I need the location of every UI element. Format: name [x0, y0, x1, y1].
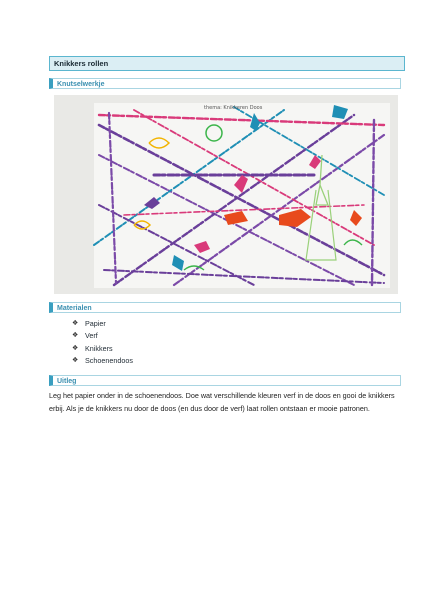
artwork-drawing	[54, 95, 398, 294]
section-heading-uitleg: Uitleg	[49, 375, 401, 386]
list-item: ❖ Schoenendoos	[72, 355, 133, 367]
marble-painting-photo	[54, 95, 398, 294]
diamond-cross-bullet-icon: ❖	[72, 332, 79, 340]
materials-list	[72, 318, 133, 367]
diamond-cross-bullet-icon: ❖	[72, 356, 79, 364]
page-title: Knikkers rollen	[49, 56, 405, 71]
diamond-cross-bullet-icon: ❖	[72, 320, 79, 327]
section-heading-knutselwerkje: Knutselwerkje	[49, 78, 401, 89]
section-heading-materialen: Materialen	[49, 302, 401, 313]
explanation-paragraph: Leg het papier onder in de schoenendoos. Doe wat verschillende kleuren verf in de doos en gooi de knikkers erbij. Als je de knikkers nu door de doos (en dus door de verf) laat rollen ontstaan er mooie patronen.	[49, 391, 395, 413]
diamond-cross-bullet-icon: ❖	[72, 344, 79, 352]
list-item: ❖ Knikkers	[72, 343, 133, 355]
artwork-handwritten-label: thema: Knikkeren Doos	[204, 105, 263, 111]
list-item: ❖ Verf	[72, 330, 133, 342]
list-item: ❖ Papier	[72, 318, 133, 330]
